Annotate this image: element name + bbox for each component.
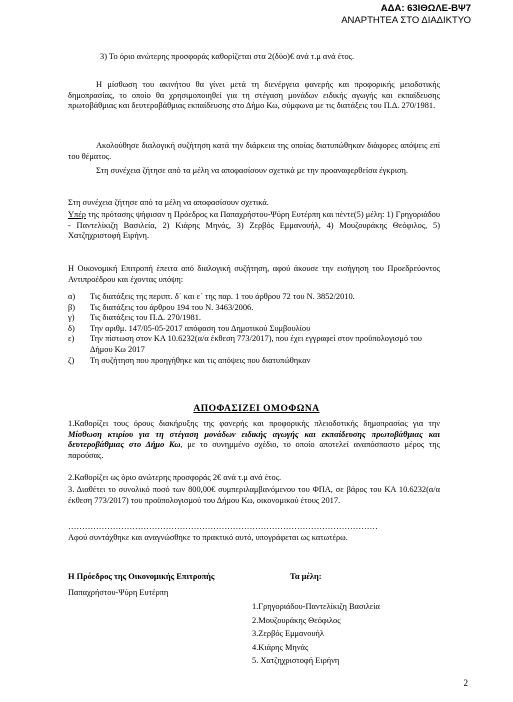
item-3: 3) Το όριο ανώτερης προσφοράς καθορίζεται στα 2(δύο)€ ανά τ.μ ανά έτος. — [100, 52, 355, 61]
decision-2: 2.Καθορίζει ως όριο ανώτερης προσφοράς 2€ ανά τ.μ ανά έτος. — [68, 473, 282, 482]
dotted-separator: ………………………………………………………………………………………………… — [68, 522, 378, 531]
consideration-item: γ) Τις διατάξεις του Π.Δ. 270/1981. — [68, 313, 201, 323]
paragraph-request: Στη συνέχεια ζήτησε από τα μέλη να αποφασίσουν σχετικά με την προαναφερθείσα έγκριση. — [96, 166, 408, 175]
member-name: 3.Ζερβός Εμμανουήλ — [252, 629, 324, 639]
page-header — [341, 3, 471, 27]
posting-notice: ΑΝΑΡΤΗΤΕΑ ΣΤΟ ΔΙΑΔΙΚΤΥΟ — [341, 15, 471, 26]
president-title: Η Πρόεδρος της Οικονομικής Επιτροπής — [68, 572, 215, 581]
ada-code: ΑΔΑ: 63ΙΘΩΛΕ-ΒΨ7 — [380, 3, 471, 14]
members-list — [252, 600, 452, 668]
in-favor-text: της πρότασης ψήφισαν η Πρόεδρος κα Παπαχρήστου-Ψύρη Ευτέρπη και πέντε(5) μέλη: 1) Γρηγοριάδου - Παντελίκιζη Βασιλεία, 2) Κιάρης Μηνάς, 3) Ζερβός Εμμανουήλ, 4) Μουζουράκης Θεόφιλος, 5) Χατζηχριστοφή Ειρήνη. — [68, 210, 440, 241]
closing-statement: Αφού συντάχθηκε και αναγνώσθηκε το πρακτικό αυτό, υπογράφεται ως κατωτέρω. — [68, 533, 348, 542]
paragraph-members-decide: Στη συνέχεια ζήτησε από τα μέλη να αποφασίσουν σχετικά. — [68, 198, 269, 207]
paragraph-discussion: Ακολούθησε διαλογική συζήτηση κατά την διάρκεια της οποίας διατυπώθηκαν διάφορες απόψεις επί του θέματος. — [68, 141, 440, 161]
consideration-item: ζ) Τη συζήτηση που προηγήθηκε και τις απόψεις που διατυπώθηκαν — [68, 355, 311, 365]
in-favor-label: Υπέρ — [68, 210, 86, 219]
consideration-item: α) Τις διατάξεις της περιπτ. δ΄ και ε΄ της παρ. 1 του άρθρου 72 του Ν. 3852/2010. — [68, 292, 355, 301]
member-name: 2.Μουζουράκης Θεόφιλος — [252, 615, 341, 625]
members-title: Τα μέλη: — [290, 572, 322, 581]
page-number: 2 — [463, 678, 468, 688]
considerations-list — [68, 292, 440, 366]
decision-3: 3. Διαθέτει το συνολικό ποσό των 800,00€ συμπεριλαμβανόμενου του ΦΠΑ, σε βάρος του ΚΑ 10.6232(α/α έκθεση 773/2017) του προϋπολογισμού του Δήμου Κω, οικονομικού έτους 2017. — [68, 485, 440, 505]
paragraph-vote — [68, 210, 440, 242]
consideration-item: ε) Την πίστωση στον ΚΑ 10.6232(α/α έκθεση 773/2017), που έχει εγγραφεί στον προϋπολογισμό του Δήμου Κω 2017 — [68, 334, 422, 354]
decision-title: ΑΠΟΦΑΣΙΖΕΙ ΟΜΟΦΩΝΑ — [193, 404, 320, 414]
member-name: 1.Γρηγοριάδου-Παντελίκιζη Βασιλεία — [252, 602, 380, 611]
decision-1: 1.Καθορίζει τους όρους διακήρυξης της φανερής και προφορικής πλειοδοτικής δημοπρασίας για την Μίσθωση κτιρίου για τη στέγαση μονάδων ειδικής αγωγής και εκπαίδευσης πρωτοβάθμιας και δευτεροβάθμιας στο Δήμο Κω, με το συνημμένο σχέδιο, το οποίο αποτελεί αναπόσπαστο μέρος της παρούσας. — [68, 419, 440, 460]
member-name: 4.Κιάρης Μηνάς — [252, 642, 309, 652]
president-name: Παπαχρήστου-Ψύρη Ευτέρπη — [68, 588, 169, 597]
member-name: 5. Χατζηχριστοφή Ειρήνη — [252, 656, 340, 666]
consideration-item: β) Τις διατάξεις του άρθρου 194 του Ν. 3463/2006. — [68, 302, 254, 312]
paragraph-committee: Η Οικονομική Επιτροπή έπειτα από διαλογική συζήτηση, αφού άκουσε την εισήγηση του Προεδρεύοντος Αντιπροέδρου και έχοντας υπόψη: — [68, 264, 440, 284]
paragraph-lease: Η μίσθωση του ακινήτου θα γίνει μετά τη διενέργεια φανερής και προφορικής μειοδοτικής δημοπρασίας, το οποίο θα χρησιμοποιηθεί για τη στέγαση μονάδων ειδικής αγωγής και εκπαίδευσης πρωτοβάθμιας και δευτεροβάθμιας εκπαίδευσης στο Δήμο Κω, σύμφωνα με τις διατάξεις του Π.Δ. 270/1981. — [68, 80, 440, 111]
consideration-item: δ) Την αριθμ. 147/05-05-2017 απόφαση του Δημοτικού Συμβουλίου — [68, 323, 311, 333]
